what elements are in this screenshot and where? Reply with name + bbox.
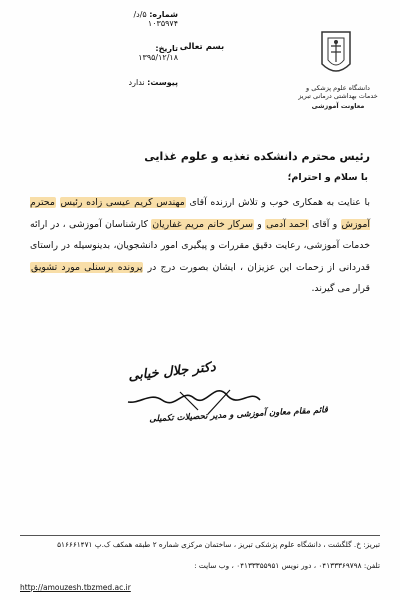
footer-address: تبریز: خ. گلگشت ، دانشگاه علوم پزشکی تبریز ، ساختمان مرکزی شماره ۲ طبقه همکف ک.پ ۵۱۶۶۶۱۴۷۱	[57, 540, 380, 549]
recipient: رئیس محترم دانشکده تغذیه و علوم غذایی	[144, 150, 370, 163]
university-logo-icon	[318, 30, 354, 80]
number-value: ۵/د/۱۰۳۵۹۷۴	[133, 10, 178, 28]
date-value: ۱۳۹۵/۱۲/۱۸	[138, 53, 178, 62]
attachment-label: پیوست:	[147, 78, 178, 87]
university-name	[296, 84, 380, 110]
body-text-1: با عنایت به همکاری خوب و تلاش ارزنده آقای	[185, 197, 370, 208]
highlight-name-1: مهندس کریم عیسی زاده رئیس	[60, 197, 185, 208]
office-name: معاونت آموزشی	[311, 102, 365, 110]
greeting: با سلام و احترام؛	[287, 172, 368, 183]
letter-body	[30, 192, 370, 300]
footer-phones: تلفن: ۰۴۱۳۳۳۶۹۷۹۸ ، دور نویس ۰۴۱۳۳۳۵۵۹۵۱ ، وب سایت :	[194, 561, 380, 570]
number-label: شماره:	[149, 10, 178, 19]
body-text-2: و آقای	[308, 218, 341, 230]
highlight-name-2: احمد آدمی	[266, 218, 308, 230]
highlight-title: محترم آموزش	[30, 197, 370, 230]
body-text-3: و	[254, 218, 266, 230]
letter-number	[118, 10, 178, 28]
signature-name: دکتر جلال خیابی	[127, 359, 217, 384]
highlight-name-3: سرکار خانم مریم غفاریان	[152, 218, 253, 230]
attachment-value: ندارد	[128, 78, 145, 87]
website-link[interactable]: http://amouzesh.tbzmed.ac.ir	[20, 583, 131, 592]
body-text-5: قرار می گیرند.	[311, 283, 370, 294]
date-label: تاریخ:	[155, 44, 178, 53]
footer-divider	[20, 535, 380, 536]
highlight-record: پرونده پرسنلی مورد تشویق	[31, 261, 143, 273]
letter-date	[118, 44, 178, 62]
footer-website	[20, 583, 380, 592]
body-text-4: کارشناسان آموزشی ، در ارائه خدمات آموزشی، رعایت دقیق مقررات و پیگیری امور دانشجویان، بدینوسیله در راستای قدردانی از زحمات این عزیزان ، ایشان بصورت درج در	[30, 218, 370, 273]
letter-attachment	[118, 78, 178, 87]
university-name-text: دانشگاه علوم پزشکی و خدمات بهداشتی درمانی تبریز	[298, 84, 378, 100]
signature-title: قائم مقام معاون آموزشی و مدیر تحصیلات تکمیلی	[149, 405, 329, 425]
basmala: بسم تعالی	[179, 42, 225, 52]
